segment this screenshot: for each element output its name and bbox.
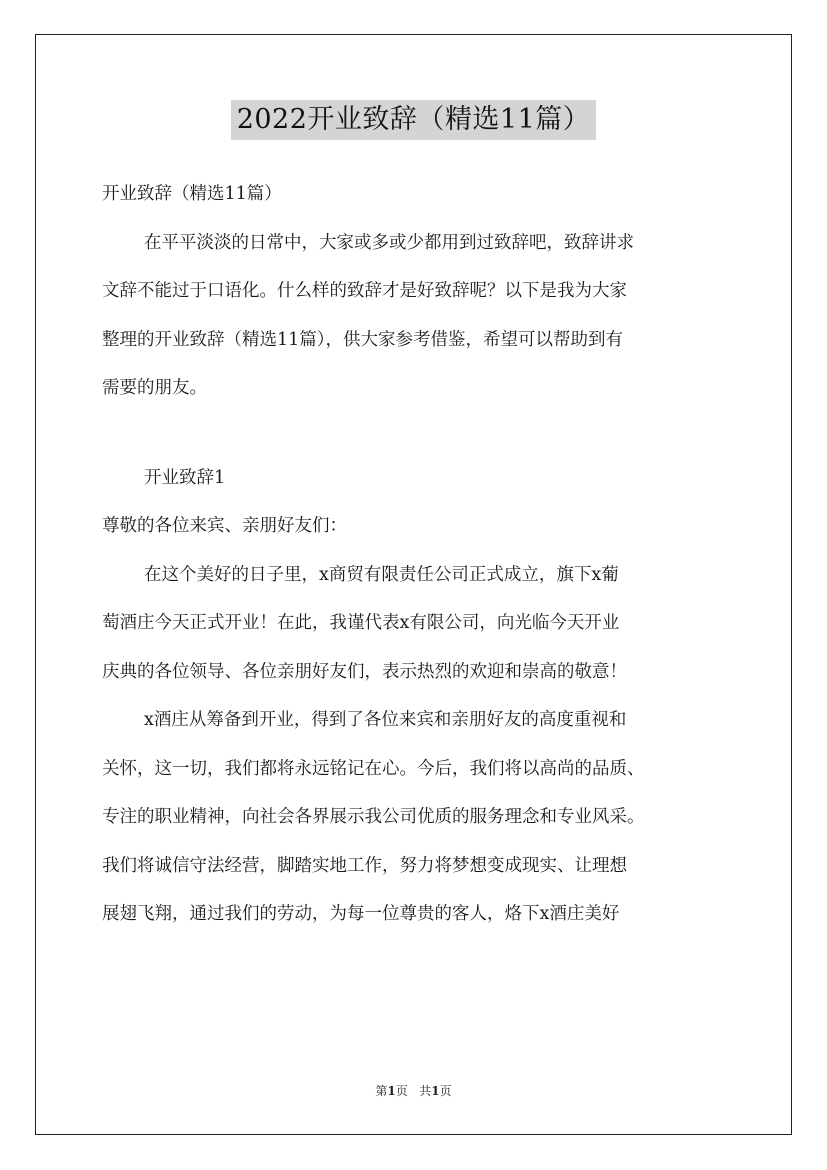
paragraph-line: 萄酒庄今天正式开业！在此，我谨代表x有限公司，向光临今天开业: [102, 613, 620, 633]
paragraph-line: 专注的职业精神，向社会各界展示我公司优质的服务理念和专业风采。: [102, 807, 645, 827]
section-heading: 开业致辞1: [144, 467, 226, 488]
paragraph-line: 在这个美好的日子里，x商贸有限责任公司正式成立，旗下x葡: [144, 564, 619, 585]
total-prefix: 共: [419, 1084, 432, 1098]
intro-line: 在平平淡淡的日常中，大家或多或少都用到过致辞吧，致辞讲求: [144, 232, 634, 253]
paragraph-line: 关怀，这一切，我们都将永远铭记在心。今后，我们将以高尚的品质、: [102, 758, 645, 779]
paragraph-line: 我们将诚信守法经营，脚踏实地工作，努力将梦想变成现实、让理想: [102, 855, 627, 876]
salutation: 尊敬的各位来宾、亲朋好友们：: [102, 516, 347, 536]
page-suffix: 页: [395, 1084, 408, 1098]
document-body: [102, 170, 742, 939]
intro-line: 需要的朋友。: [102, 378, 207, 398]
section-gap: [102, 413, 742, 454]
document-title: 2022开业致辞（精选11篇）: [231, 100, 597, 140]
paragraph-line: 展翅飞翔，通过我们的劳动，为每一位尊贵的客人，烙下x酒庄美好: [102, 904, 620, 924]
intro-line: 整理的开业致辞（精选11篇），供大家参考借鉴，希望可以帮助到有: [102, 329, 624, 350]
page-number: 1: [387, 1084, 396, 1098]
total-pages: 1: [431, 1084, 440, 1098]
page-footer: [0, 1083, 827, 1099]
intro-line: 文辞不能过于口语化。什么样的致辞才是好致辞呢？以下是我为大家: [102, 281, 627, 301]
paragraph-line: x酒庄从筹备到开业，得到了各位来宾和亲朋好友的高度重视和: [144, 710, 627, 730]
total-suffix: 页: [439, 1084, 452, 1098]
document-subtitle: 开业致辞（精选11篇）: [102, 184, 282, 204]
page-prefix: 第: [375, 1084, 388, 1098]
title-wrap: [0, 100, 827, 140]
paragraph-line: 庆典的各位领导、各位亲朋好友们，表示热烈的欢迎和崇高的敬意！: [102, 661, 627, 682]
